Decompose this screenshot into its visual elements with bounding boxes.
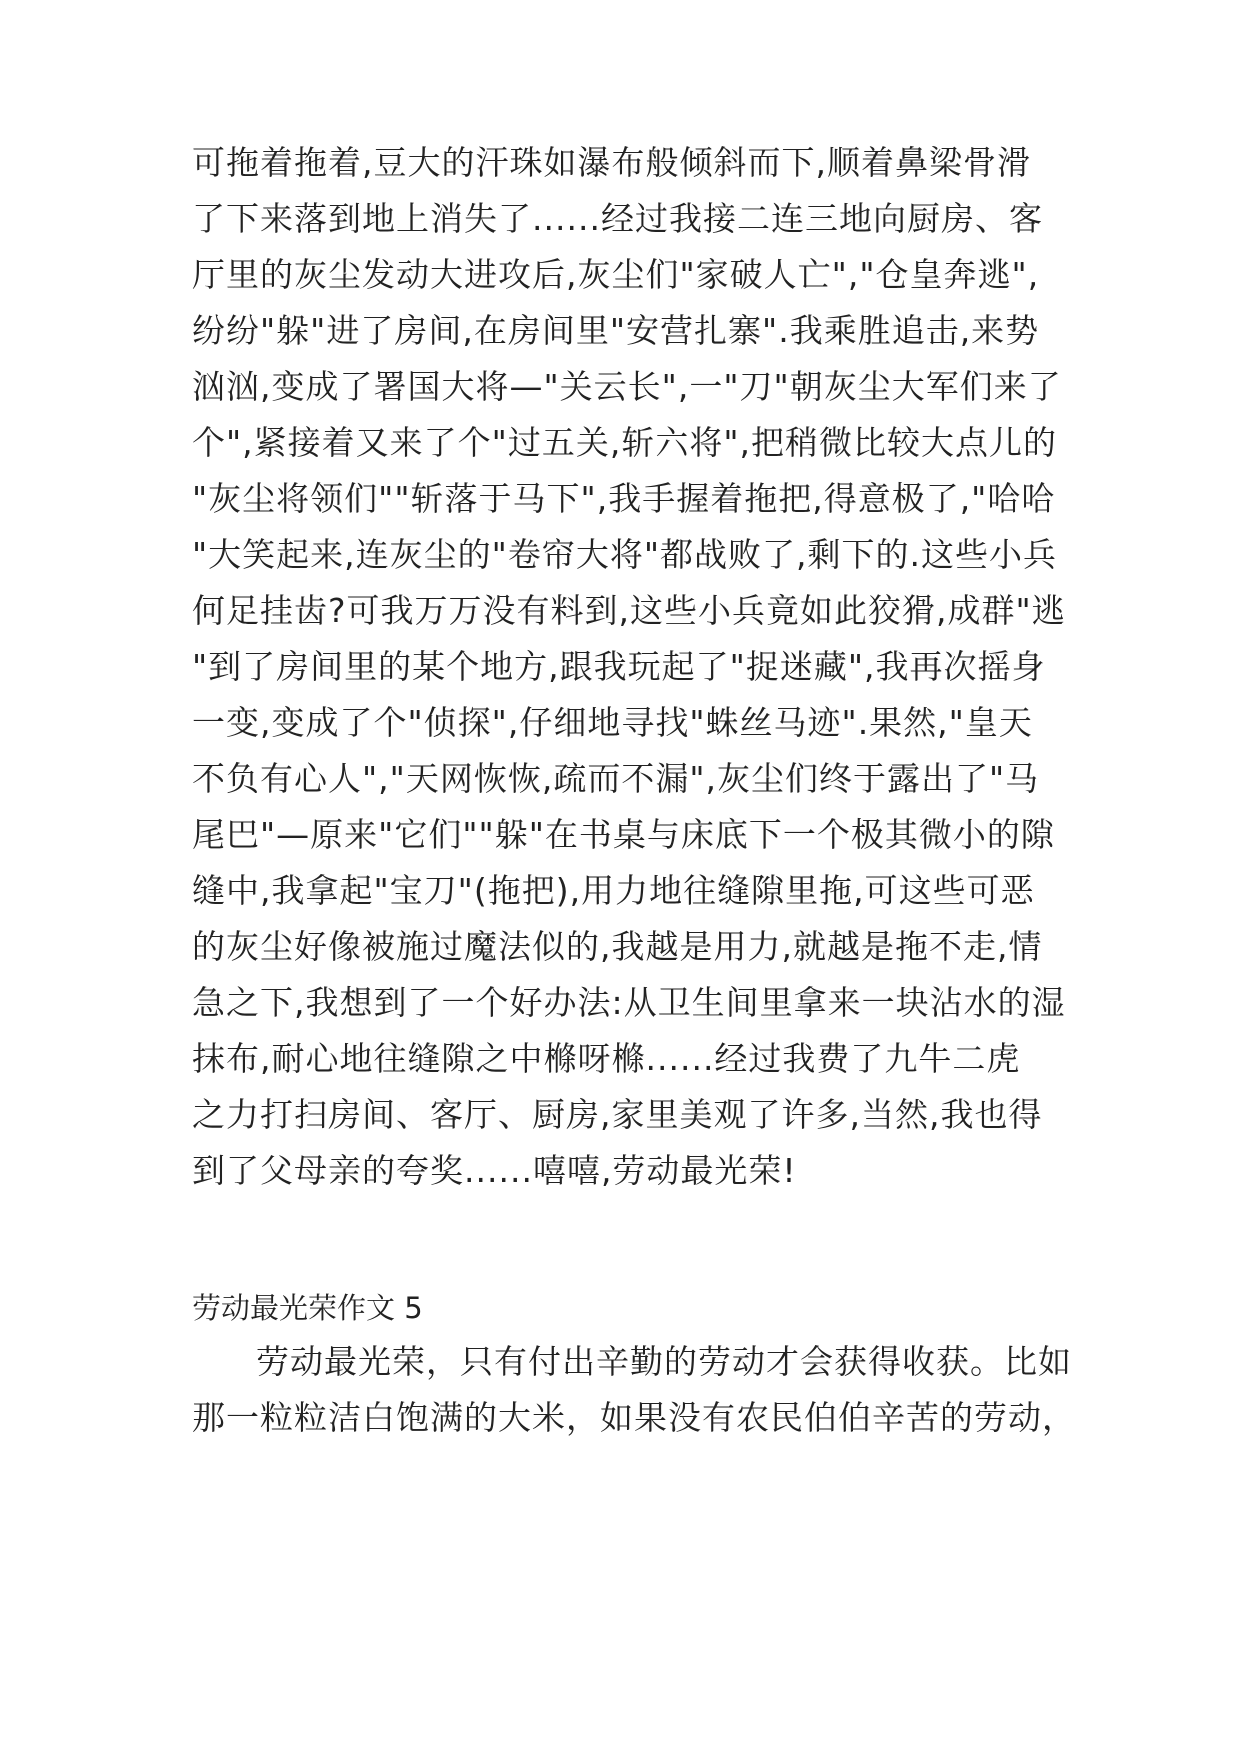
body-line-18: 之力打扫房间、客厅、厨房,家里美观了许多,当然,我也得: [192, 1095, 1043, 1134]
body-line-11: 一变,变成了个"侦探",仔细地寻找"蛛丝马迹".果然,"皇天: [192, 703, 1033, 742]
section-line-1: 劳动最光荣，只有付出辛勤的劳动才会获得收获。比如: [256, 1342, 1072, 1381]
body-line-6: 个",紧接着又来了个"过五关,斩六将",把稍微比较大点儿的: [192, 423, 1058, 462]
body-line-10: "到了房间里的某个地方,跟我玩起了"捉迷藏",我再次摇身: [192, 647, 1046, 686]
body-line-7: "灰尘将领们""斩落于马下",我手握着拖把,得意极了,"哈哈: [192, 479, 1056, 518]
body-line-13: 尾巴"—原来"它们""躲"在书桌与床底下一个极其微小的隙: [192, 815, 1055, 854]
body-line-5: 汹汹,变成了署国大将—"关云长",一"刀"朝灰尘大军们来了: [192, 367, 1062, 406]
body-line-3: 厅里的灰尘发动大进攻后,灰尘们"家破人亡","仓皇奔逃",: [192, 255, 1040, 294]
section-line-2: 那一粒粒洁白饱满的大米，如果没有农民伯伯辛苦的劳动，: [192, 1398, 1076, 1437]
body-line-14: 缝中,我拿起"宝刀"(拖把),用力地往缝隙里拖,可这些可恶: [192, 871, 1035, 910]
body-line-9: 何足挂齿?可我万万没有料到,这些小兵竟如此狡猾,成群"逃: [192, 591, 1066, 630]
body-line-2: 了下来落到地上消失了......经过我接二连三地向厨房、客: [192, 199, 1043, 238]
body-line-1: 可拖着拖着,豆大的汗珠如瀑布般倾斜而下,顺着鼻梁骨滑: [192, 143, 1031, 182]
section-heading: 劳动最光荣作文 5: [192, 1291, 423, 1325]
body-line-16: 急之下,我想到了一个好办法:从卫生间里拿来一块沾水的湿: [192, 983, 1066, 1022]
body-line-15: 的灰尘好像被施过魔法似的,我越是用力,就越是拖不走,情: [192, 927, 1043, 966]
body-line-19: 到了父母亲的夸奖......嘻嘻,劳动最光荣!: [192, 1151, 797, 1190]
body-line-8: "大笑起来,连灰尘的"卷帘大将"都战败了,剩下的.这些小兵: [192, 535, 1058, 574]
body-line-4: 纷纷"躲"进了房间,在房间里"安营扎寨".我乘胜追击,来势: [192, 311, 1040, 350]
body-line-12: 不负有心人","天网恢恢,疏而不漏",灰尘们终于露出了"马: [192, 759, 1040, 798]
body-line-17: 抹布,耐心地往缝隙之中樤呀樤......经过我费了九牛二虎: [192, 1039, 1021, 1078]
